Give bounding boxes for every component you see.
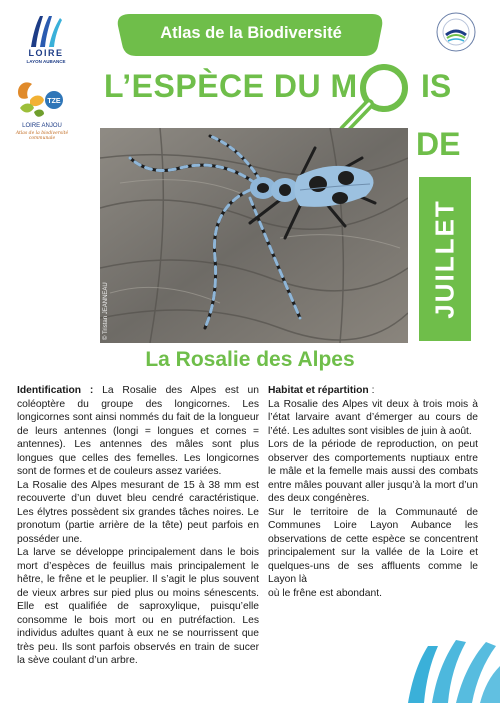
headline-part2: IS [421, 68, 452, 104]
identification-column [17, 384, 259, 668]
magnifier-icon [336, 58, 422, 138]
identification-paragraph-2: La Rosalie des Alpes mesurant de 15 à 38 mm est recouverte d’un duvet bleu cendré caractéristique. Les élytres possèdent six grandes tâches noires. Le pronotum (partie arrière de la tête) peut parfois en posséder une. [17, 479, 259, 545]
habitat-paragraph-1: La Rosalie des Alpes vit deux à trois mois à l’état larvaire avant d’émerger au cours de l’été. Les adultes sont visibles de juin à août. [268, 398, 478, 437]
identification-paragraph-3: La larve se développe principalement dans le bois mort d’espèces de feuillus mais principalement le hêtre, le frêne et le peuplier. Il s’agit le plus souvent de vieux arbres sur pied plus ou moins sénescents. Elle est qualifiée de saproxylique, puisqu’elle consomme le bois mort ou en putréfaction. Les individus adultes quant à eux ne se nourrissent que très peu. Ils sont parfois observés en train de sucer la sève coulant d’un arbre. [17, 547, 259, 666]
banner-title: Atlas de la Biodiversité [160, 24, 342, 42]
rosalie-photo-illustration [100, 128, 408, 343]
habitat-paragraph-2: Lors de la période de reproduction, on peut observer des comportements nuptiaux entre le mâle et la femelle mais aussi des combats entre mâles pouvant aller jusqu’à la mort d’un des deux congénères. [268, 439, 478, 504]
loire-layon-aubance-logo [18, 14, 74, 66]
month-bar [419, 177, 471, 341]
photo-credit: © Tristan JEANNEAU [103, 282, 109, 340]
habitat-heading-suffix: : [368, 385, 375, 396]
habitat-heading-line [268, 384, 478, 398]
llla-logo-subtitle: LAYON AUBANCE [26, 59, 66, 64]
llla-logo-mark-icon [28, 14, 64, 48]
svg-text:TZE: TZE [47, 98, 61, 105]
identification-text-1: La Rosalie des Alpes est un coléoptère du groupe des longicornes. Les longicornes sont ainsi nommés du fait de la longueur de leurs antennes (longi = longues et cornes = antennes). Les antennes des mâles sont plus longues que celles des femelles. Les longicornes sont de formes et de couleurs assez variées. [17, 385, 259, 477]
month-label: JUILLET [429, 199, 460, 319]
identification-heading: Identification : [17, 385, 94, 396]
habitat-heading: Habitat et répartition [268, 385, 369, 396]
loire-anjou-name: LOIRE ANJOU [22, 123, 62, 129]
species-photo [100, 128, 408, 343]
region-seal-icon [436, 12, 476, 52]
llla-logo-name: LOIRE [28, 48, 64, 58]
loire-anjou-logo-mark-icon [14, 78, 66, 122]
headline-part1: L’ESPÈCE DU M [104, 68, 358, 104]
identification-paragraph-1 [17, 384, 259, 479]
headline-de: DE [416, 126, 461, 162]
habitat-paragraph-3: Sur le territoire de la Communauté de Communes Loire Layon Aubance les observations de cette espèce se concentrent principalement sur la vallée de la Loire et quelques-uns de ses affluents comme le Layon là [268, 506, 478, 585]
species-name: La Rosalie des Alpes [145, 348, 355, 371]
loire-anjou-logo [10, 78, 74, 141]
atlas-banner [116, 12, 386, 58]
decorative-stripes-icon [400, 610, 500, 703]
loire-anjou-tagline: Atlas de la biodiversité communale [15, 131, 69, 141]
habitat-column [268, 384, 478, 600]
habitat-paragraph-4: où le frêne est abondant. [268, 587, 382, 599]
